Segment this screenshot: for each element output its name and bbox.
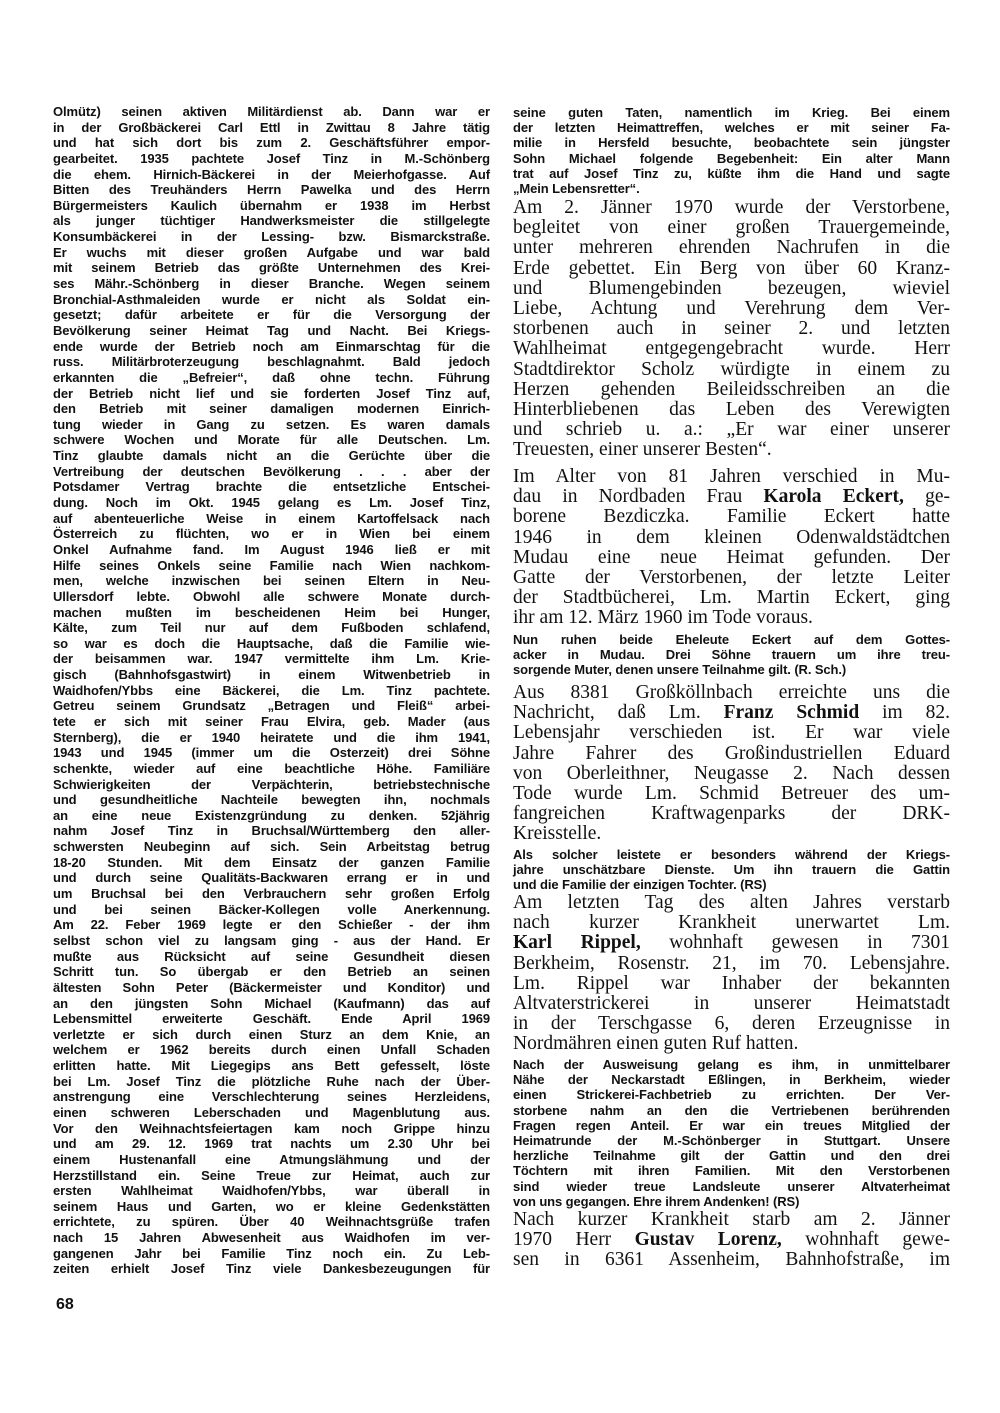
text-line: selbst schon viel zu langsam ging - aus der Hand. Er (53, 932, 490, 948)
text-line: jahre unschätzbare Dienste. Um ihn trauern die Gattin (513, 862, 950, 878)
text-line: sind wieder treue Landsleute unserer Altvaterheimat (513, 1178, 950, 1194)
text-line (513, 487, 950, 507)
text-line: Treuesten, einer unserer Besten“. (513, 439, 772, 461)
text-line: und Blumengebinden bezeugen, wieviel (513, 277, 950, 299)
text-line: Hinterbliebenen das Leben des Verewigten (513, 398, 950, 420)
text-line: Fragen regen Anteil. Er war ein treues Mitglied der (513, 1117, 950, 1133)
bold-name: Karola Eckert, (763, 486, 904, 508)
text-line: errichtete, zu spüren. Über 40 Weihnachtsgrüße trafen (53, 1214, 490, 1230)
text-line: Tode wurde Lm. Schmid Betreuer des um- (513, 782, 950, 804)
text-segment: ge- (903, 486, 951, 508)
text-line (513, 703, 950, 723)
obituary-paragraph (513, 683, 950, 845)
text-line: Nordmähren einen guten Ruf hatten. (513, 1033, 799, 1055)
obituary-note (513, 1057, 950, 1209)
text-line: schwersten Neubeginn auf sich. Sein Arbeitstag betrug (53, 839, 490, 855)
text-line: 1943 und 1945 (immer um die Osterzeit) drei Söhne (53, 745, 490, 761)
obituary-paragraph (513, 1210, 950, 1271)
text-line: Lebensmittel erweiterte Geschäft. Ende April 1969 (53, 1011, 490, 1027)
text-line: Jahre Fahrer des Großindustriellen Eduard (513, 742, 950, 764)
text-line: Berkheim, Rosenstr. 21, im 70. Lebensjahre. (513, 952, 950, 974)
text-line: seinem Haus und Garten, wo er kleine Gedenkstätten (53, 1198, 490, 1214)
text-line: Stadtdirektor Scholz würdigte in einem zu (513, 358, 950, 380)
text-line: den Betrieb mit seiner damaligen modernen Einrich- (53, 401, 490, 417)
text-line: Am 2. Jänner 1970 wurde der Verstorbene, (513, 197, 950, 218)
text-line: Sternberg), die er 1940 heiratete und die ihm 1941, (53, 729, 490, 745)
text-line: der Stadtbücherei, Lm. Martin Eckert, ging (513, 587, 950, 609)
text-line: trat auf Josef Tinz zu, küßte ihm die Hand und sagte (513, 165, 950, 181)
text-segment: 1970 Herr (513, 1229, 635, 1251)
text-line: russ. Militärbroterzeugung beschlagnahmt. Bald jedoch (53, 354, 490, 370)
text-line: Bronchial-Asthmaleiden wurde er nicht als Soldat ein- (53, 291, 490, 307)
text-line: ersten Wahlheimat Waidhofen/Ybbs, war überall in (53, 1183, 490, 1199)
text-line: einem Hustenanfall eine Atmungslähmung und der (53, 1151, 490, 1167)
text-line: um Bruchsal bei den Verbrauchern sehr großen Erfolg (53, 886, 490, 902)
text-line: der letzten Heimattreffen, welches er mit seiner Fa- (513, 120, 950, 136)
text-line: Wahlheimat entgegengebracht wurde. Herr (513, 338, 950, 360)
text-line: Nun ruhen beide Eheleute Eckert auf dem Gottes- (513, 632, 950, 647)
text-line: ältesten Sohn Peter (Bäckermeister und Konditor) und (53, 979, 490, 995)
text-line: tung wieder in Gang zu setzen. Es waren damals (53, 416, 490, 432)
text-line: Kreisstelle. (513, 823, 602, 845)
text-line: einen schweren Leberschaden und Magenblutung aus. (53, 1105, 490, 1120)
text-line: dung. Noch im Okt. 1945 gelang es Lm. Josef Tinz, (53, 495, 490, 511)
text-line: zeiten erhielt Josef Tinz viele Dankesbezeugungen für (53, 1261, 490, 1277)
text-line: an den jüngsten Sohn Michael (Kaufmann) das auf (53, 995, 490, 1011)
text-line: und die Familie der einzigen Tochter. (RS) (513, 877, 767, 893)
text-line: acker in Mudau. Drei Söhne trauern um ihre treu- (513, 647, 950, 663)
text-line: Waidhofen/Ybbs eine Bäckerei, die Lm. Tinz pachtete. (53, 682, 490, 698)
text-line: mit seinem Betrieb das größte Unternehmen des Krei- (53, 260, 490, 276)
text-line: gangenen Jahr bei Familie Tinz noch ein. Zu Leb- (53, 1245, 490, 1261)
text-line: Heimatrunde der M.-Schönberger in Stuttgart. Unsere (513, 1132, 950, 1148)
right-column (513, 0, 950, 1300)
text-line: und gesundheitliche Nachteile bewegten ihn, nochmals (53, 792, 490, 808)
obituary-note (513, 632, 950, 678)
text-line: gearbeitet. 1935 pachtete Josef Tinz in M.-Schönberg (53, 150, 490, 166)
text-line: Kälte, zum Teil nur auf dem Fußboden schlafend, (53, 620, 490, 636)
text-line: Herzstillstand ein. Seine Treue zur Heimat, auch zur (53, 1167, 490, 1183)
text-line: Töchtern mit ihren Familien. Mit den Verstorbenen (513, 1163, 950, 1179)
text-line: begleitet von einer großen Trauergemeinde, (513, 217, 950, 239)
obituary-note (513, 105, 950, 196)
text-line: fangreichen Kraftwagenparks der DRK- (513, 803, 950, 825)
text-line: die ehem. Hirnich-Bäckerei in der Meierhofgasse. Auf (53, 166, 490, 182)
text-line: nach 15 Jahren Abwesenheit aus Waidhofen im ver- (53, 1230, 490, 1246)
text-line: erkannten die „Befreier“, daß ohne techn. Führung (53, 369, 490, 385)
bold-name: Franz Schmid (723, 702, 860, 724)
text-line: Getreu seinem Grundsatz „Betragen und Fleiß“ arbei- (53, 698, 490, 714)
text-line: Gatte der Verstorbenen, der letzte Leiter (513, 566, 950, 588)
text-line: Bitten des Treuhänders Herrn Pawelka und des Herrn (53, 182, 490, 198)
text-line: tete er sich mit seiner Frau Elvira, geb. Mader (aus (53, 713, 490, 729)
text-line: Nach der Ausweisung gelang es ihm, in unmittelbarer (513, 1057, 950, 1072)
text-line: und hat sich dort bis zum 2. Geschäftsführer empor- (53, 135, 490, 151)
obituary-paragraph (513, 198, 950, 460)
text-line: Bürgermeisters Kaulich übernahm er 1938 im Herbst (53, 197, 490, 213)
text-line: Bevölkerung seiner Heimat Tag und Nacht. Bei Kriegs- (53, 322, 490, 338)
text-line: gesetzt; dafür arbeitete er für die Versorgung der (53, 307, 490, 323)
text-line: Mudau eine neue Heimat gefunden. Der (513, 546, 950, 568)
left-column (53, 104, 490, 1277)
text-line: sen in 6361 Assenheim, Bahnhofstraße, im (513, 1249, 950, 1271)
text-line: nach kurzer Krankheit unerwartet Lm. (513, 912, 950, 934)
text-line: Ullersdorf lebte. Obwohl alle schwere Monate durch- (53, 588, 490, 604)
text-line: Nähe der Neckarstadt Eßlingen, in Berkheim, wieder (513, 1072, 950, 1088)
text-line: Konsumbäckerei in der Lessing- bzw. Bismarckstraße. (53, 229, 490, 245)
text-line: Olmütz) seinen aktiven Militärdienst ab. Dann war er (53, 104, 490, 119)
obituary-paragraph (513, 467, 950, 629)
page-number: 68 (56, 1296, 74, 1313)
text-line: der beisammen war. 1947 vermittelte ihm Lm. Krie- (53, 651, 490, 667)
text-line: seine guten Taten, namentlich im Krieg. Bei einem (513, 105, 950, 120)
text-line: bei Lm. Josef Tinz die plötzliche Ruhe nach der Über- (53, 1073, 490, 1089)
text-line: Im Alter von 81 Jahren verschied in Mu- (513, 466, 950, 487)
text-line: auf abenteuerliche Weise in einem Kartoffelsack nach (53, 510, 490, 526)
text-line: Erde gebettet. Ein Berg von über 60 Kranz- (513, 257, 950, 279)
text-line: sorgende Muter, denen unsere Teilnahme gilt. (R. Sch.) (513, 662, 847, 678)
text-line: so war es doch die Hauptsache, daß die Familie wie- (53, 635, 490, 651)
text-line: storbene nahm an den die Vertriebenen berührenden (513, 1102, 950, 1118)
text-line: mußte aus Rücksicht auf seine Gesundheit diesen (53, 948, 490, 964)
text-segment: dau in Nordbaden Frau (513, 486, 764, 508)
text-line: Onkel Aufnahme fand. Im August 1946 ließ er mit (53, 541, 490, 557)
text-line: schenkte, wieder auf eine beachtliche Höhe. Familiäre (53, 760, 490, 776)
text-line: Lebensjahr verschieden ist. Er war viele (513, 722, 950, 744)
text-line: Vor den Weihnachtsfeiertagen kam noch Grippe hinzu (53, 1120, 490, 1136)
text-segment: wohnhaft gewe- (781, 1229, 950, 1251)
text-line: Vertreibung der deutschen Bevölkerung . . . aber der (53, 463, 490, 479)
text-segment: im 82. (859, 702, 950, 724)
text-line: schwere Wochen und Morate für alle Deutschen. Lm. (53, 432, 490, 448)
text-line: 18-20 Stunden. Mit dem Einsatz der ganzen Familie (53, 854, 490, 870)
text-line: Als solcher leistete er besonders während der Kriegs- (513, 847, 950, 862)
text-line: Schritt tun. So übergab er den Betrieb an seinen (53, 964, 490, 980)
obituary-note (513, 847, 950, 893)
text-line: der Betrieb nicht lief und sie forderten Josef Tinz auf, (53, 385, 490, 401)
text-line: Liebe, Achtung und Verehrung dem Ver- (513, 297, 950, 319)
text-line (513, 933, 950, 953)
text-line: unter mehreren ehrenden Nachrufen in die (513, 237, 950, 259)
text-line: Tinz glaubte damals nicht an die Gerüchte über die (53, 448, 490, 464)
bold-name: Karl Rippel, (513, 932, 641, 954)
text-line: als junger tüchtiger Handwerksmeister die stillgelegte (53, 213, 490, 229)
text-line: Sohn Michael folgende Begebenheit: Ein alter Mann (513, 150, 950, 166)
text-line: und durch seine Qualitäts-Backwaren errang er in und (53, 870, 490, 886)
text-line: in der Großbäckerei Carl Ettl in Zwittau 8 Jahre tätig (53, 119, 490, 135)
text-line: von uns gegangen. Ehre ihrem Andenken! (RS) (513, 1193, 800, 1209)
text-line: erlitten hatte. Mit Liegegips ans Bett gefesselt, löste (53, 1058, 490, 1074)
text-line: und bei seinen Bäcker-Kollegen volle Anerkennung. (53, 901, 490, 917)
text-line: und am 29. 12. 1969 trat nachts um 2.30 Uhr bei (53, 1136, 490, 1152)
text-line: gisch (Bahnhofsgastwirt) in einem Witwenbetrieb in (53, 667, 490, 683)
text-line: und schrieb u. a.: „Er war einer unserer (513, 419, 950, 441)
text-line: Österreich zu flüchten, wo er in Wien bei einem (53, 526, 490, 542)
text-line: men, welche inzwischen bei seinen Eltern in Neu- (53, 573, 490, 589)
text-line: 1946 in dem kleinen Odenwaldstädtchen (513, 526, 950, 548)
text-line: ihr am 12. März 1960 im Tode voraus. (513, 607, 813, 629)
text-line: Altvaterstrickerei in unserer Heimatstadt (513, 992, 950, 1014)
text-line: herzliche Teilnahme gilt der Gattin und den drei (513, 1148, 950, 1164)
text-line: Lm. Rippel war Inhaber der bekannten (513, 972, 950, 994)
text-line: Er wuchs mit dieser großen Aufgabe und war bald (53, 244, 490, 260)
text-line: nahm Josef Tinz in Bruchsal/Württemberg den aller- (53, 823, 490, 839)
text-line: Hilfe seines Onkels seine Familie nach Wien nachkom- (53, 557, 490, 573)
text-line: von Oberleithner, Neugasse 2. Nach dessen (513, 762, 950, 784)
text-line: verletzte er sich durch einen Sturz an dem Knie, an (53, 1026, 490, 1042)
text-line: ende wurde der Betrieb noch am Einmarschtag für die (53, 338, 490, 354)
text-line: einen Strickerei-Fachbetrieb zu errichten. Der Ver- (513, 1087, 950, 1103)
obituary-paragraph (513, 893, 950, 1055)
text-line: milie in Hersfeld besuchte, beobachtete sein jüngster (513, 135, 950, 151)
text-line: Schwierigkeiten der Verpächterin, betriebstechnische (53, 776, 490, 792)
text-line: borene Bezdiczka. Familie Eckert hatte (513, 506, 950, 528)
text-line (513, 1230, 950, 1250)
text-line: ses Mähr.-Schönberg in dieser Branche. Wegen seinem (53, 276, 490, 292)
text-line: „Mein Lebensretter“. (513, 180, 640, 196)
text-line: Am 22. Feber 1969 legte er den Schießer - der ihm (53, 917, 490, 933)
text-line: in der Terschgasse 6, deren Erzeugnisse in (513, 1013, 950, 1035)
text-segment: wohnhaft gewesen in 7301 (640, 932, 950, 954)
text-line: anstrengung eine Verschlechterung seines Herzleidens, (53, 1089, 490, 1105)
text-line: machen mußten im bescheidenen Heim bei Hunger, (53, 604, 490, 620)
text-line: an eine neue Existenzgründung zu denken. 52jährig (53, 807, 490, 823)
bold-name: Gustav Lorenz, (634, 1229, 782, 1251)
text-line: Herzen gehenden Beileidsschreiben an die (513, 378, 950, 400)
text-line: storbenen auch in seiner 2. und letzten (513, 318, 950, 340)
text-line: Nach kurzer Krankheit starb am 2. Jänner (513, 1209, 950, 1230)
text-line: Potsdamer Vertrag brachte die entsetzliche Entschei- (53, 479, 490, 495)
text-line: welchem er 1962 bereits durch einen Unfall Schaden (53, 1042, 490, 1058)
text-line: Am letzten Tag des alten Jahres verstarb (513, 892, 950, 913)
text-segment: Nachricht, daß Lm. (513, 702, 724, 724)
text-line: Aus 8381 Großköllnbach erreichte uns die (513, 682, 950, 703)
